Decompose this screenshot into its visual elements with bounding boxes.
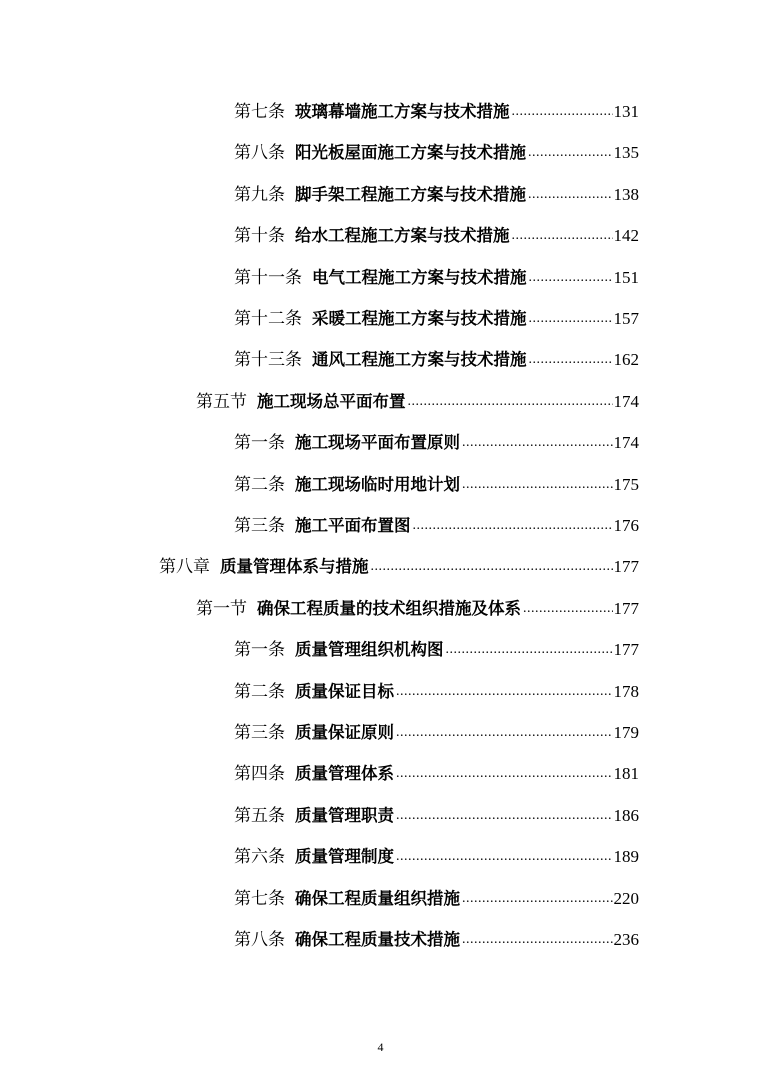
toc-entry[interactable] (196, 385, 639, 413)
toc-entry-label: 第十一条 (234, 267, 302, 288)
toc-entry-page: 174 (613, 391, 639, 411)
toc-entry[interactable] (234, 219, 639, 247)
toc-entry-title: 确保工程质量技术措施 (295, 930, 460, 949)
toc-entry[interactable] (234, 757, 639, 785)
toc-entry-label: 第一条 (234, 433, 285, 454)
toc-dot-leader (462, 933, 613, 947)
toc-entry-title: 质量管理体系与措施 (220, 557, 369, 577)
toc-entry-title: 确保工程质量的技术组织措施及体系 (257, 598, 521, 618)
toc-entry-page: 181 (613, 764, 639, 784)
toc-entry-page: 135 (613, 143, 639, 163)
toc-entry-title: 脚手架工程施工方案与技术措施 (295, 184, 526, 204)
page-number: 4 (377, 1040, 384, 1054)
toc-entry-label: 第八条 (234, 930, 285, 950)
toc-entry-page: 177 (613, 640, 639, 660)
toc-entry-label: 第七条 (234, 102, 285, 122)
toc-dot-leader (446, 643, 613, 657)
toc-entry-title: 施工现场平面布置原则 (295, 433, 460, 453)
toc-entry-page: 175 (613, 474, 639, 494)
toc-entry[interactable] (234, 468, 639, 496)
toc-entry[interactable] (234, 261, 639, 289)
toc-entry-title: 通风工程施工方案与技术措施 (312, 350, 527, 370)
toc-entry-label: 第九条 (234, 184, 285, 205)
toc-entry-label: 第十三条 (234, 350, 302, 371)
toc-entry-page: 177 (613, 557, 639, 577)
toc-entry[interactable] (234, 136, 639, 164)
toc-entry-title: 施工平面布置图 (295, 516, 411, 535)
toc-entry-page: 138 (613, 184, 639, 204)
toc-dot-leader (408, 395, 613, 409)
toc-entry-page: 142 (613, 226, 639, 246)
toc-entry-page: 162 (613, 350, 639, 370)
toc-dot-leader (529, 353, 613, 367)
toc-entry-title: 采暖工程施工方案与技术措施 (312, 309, 527, 328)
toc-entry[interactable] (234, 343, 639, 371)
toc-entry-label: 第五条 (234, 805, 285, 826)
toc-entry-title: 施工现场总平面布置 (257, 391, 406, 411)
toc-entry-title: 质量保证目标 (295, 681, 394, 701)
toc-entry-title: 质量管理制度 (295, 847, 394, 867)
toc-entry-page: 174 (613, 433, 639, 453)
toc-dot-leader (528, 146, 613, 160)
toc-entry[interactable] (234, 840, 639, 868)
toc-dot-leader (528, 188, 613, 202)
toc-entry-page: 186 (613, 805, 639, 825)
toc-dot-leader (396, 726, 613, 740)
toc-entry-label: 第七条 (234, 888, 285, 909)
toc-entry-label: 第十二条 (234, 309, 302, 329)
toc-entry-label: 第四条 (234, 764, 285, 785)
toc-entry[interactable] (234, 633, 639, 661)
toc-entry-page: 176 (613, 516, 639, 535)
toc-entry[interactable] (234, 799, 639, 827)
toc-entry-label: 第六条 (234, 847, 285, 868)
toc-dot-leader (462, 478, 613, 492)
toc-entry-title: 给水工程施工方案与技术措施 (295, 226, 510, 246)
toc-entry-title: 质量管理职责 (295, 805, 394, 825)
toc-entry-page: 157 (613, 309, 639, 328)
toc-entry-title: 质量保证原则 (295, 723, 394, 742)
toc-dot-leader (529, 312, 613, 326)
toc-entry-title: 确保工程质量组织措施 (295, 888, 460, 908)
toc-entry-page: 151 (613, 267, 639, 287)
toc-dot-leader (512, 229, 613, 243)
toc-entry-title: 质量管理体系 (295, 764, 394, 784)
toc-entry-page: 220 (613, 888, 639, 908)
toc-entry-page: 177 (613, 598, 639, 618)
toc-entry[interactable] (234, 426, 639, 454)
toc-dot-leader (396, 809, 613, 823)
toc-entry-label: 第八条 (234, 143, 285, 164)
toc-entry-title: 质量管理组织机构图 (295, 640, 444, 660)
toc-dot-leader (371, 560, 613, 574)
toc-dot-leader (512, 105, 613, 119)
toc-entry-title: 施工现场临时用地计划 (295, 474, 460, 494)
toc-dot-leader (523, 602, 613, 616)
toc-entry[interactable] (234, 178, 639, 206)
toc-entry-label: 第二条 (234, 681, 285, 702)
toc-dot-leader (462, 892, 613, 906)
toc-entry[interactable] (234, 716, 639, 744)
toc-entry-label: 第八章 (159, 557, 210, 578)
toc-entry-label: 第十条 (234, 226, 285, 247)
toc-entry[interactable] (234, 882, 639, 910)
toc-entry[interactable] (159, 550, 639, 578)
toc-entry-page: 189 (613, 847, 639, 867)
toc-entry-label: 第三条 (234, 516, 285, 536)
toc-entry[interactable] (234, 509, 639, 537)
toc-entry-page: 236 (613, 930, 639, 949)
toc-entry-label: 第五节 (196, 391, 247, 412)
toc-entry[interactable] (234, 923, 639, 951)
toc-entry-label: 第三条 (234, 723, 285, 743)
toc-entry[interactable] (234, 675, 639, 703)
toc-dot-leader (462, 436, 613, 450)
toc-dot-leader (413, 519, 613, 533)
toc-entry[interactable] (234, 302, 639, 330)
toc-dot-leader (396, 685, 613, 699)
toc-dot-leader (529, 271, 613, 285)
toc-entry-page: 179 (613, 723, 639, 742)
toc-entry-label: 第二条 (234, 474, 285, 495)
toc-entry[interactable] (234, 95, 639, 123)
toc-entry-title: 电气工程施工方案与技术措施 (312, 267, 527, 287)
toc-entry-page: 131 (613, 102, 639, 121)
toc-entry-title: 阳光板屋面施工方案与技术措施 (295, 143, 526, 163)
toc-entry-page: 178 (613, 681, 639, 701)
toc-dot-leader (396, 767, 613, 781)
toc-entry-title: 玻璃幕墙施工方案与技术措施 (295, 102, 510, 121)
toc-entry-label: 第一节 (196, 598, 247, 619)
toc-entry-label: 第一条 (234, 640, 285, 661)
toc-entry[interactable] (196, 592, 639, 620)
toc-dot-leader (396, 850, 613, 864)
